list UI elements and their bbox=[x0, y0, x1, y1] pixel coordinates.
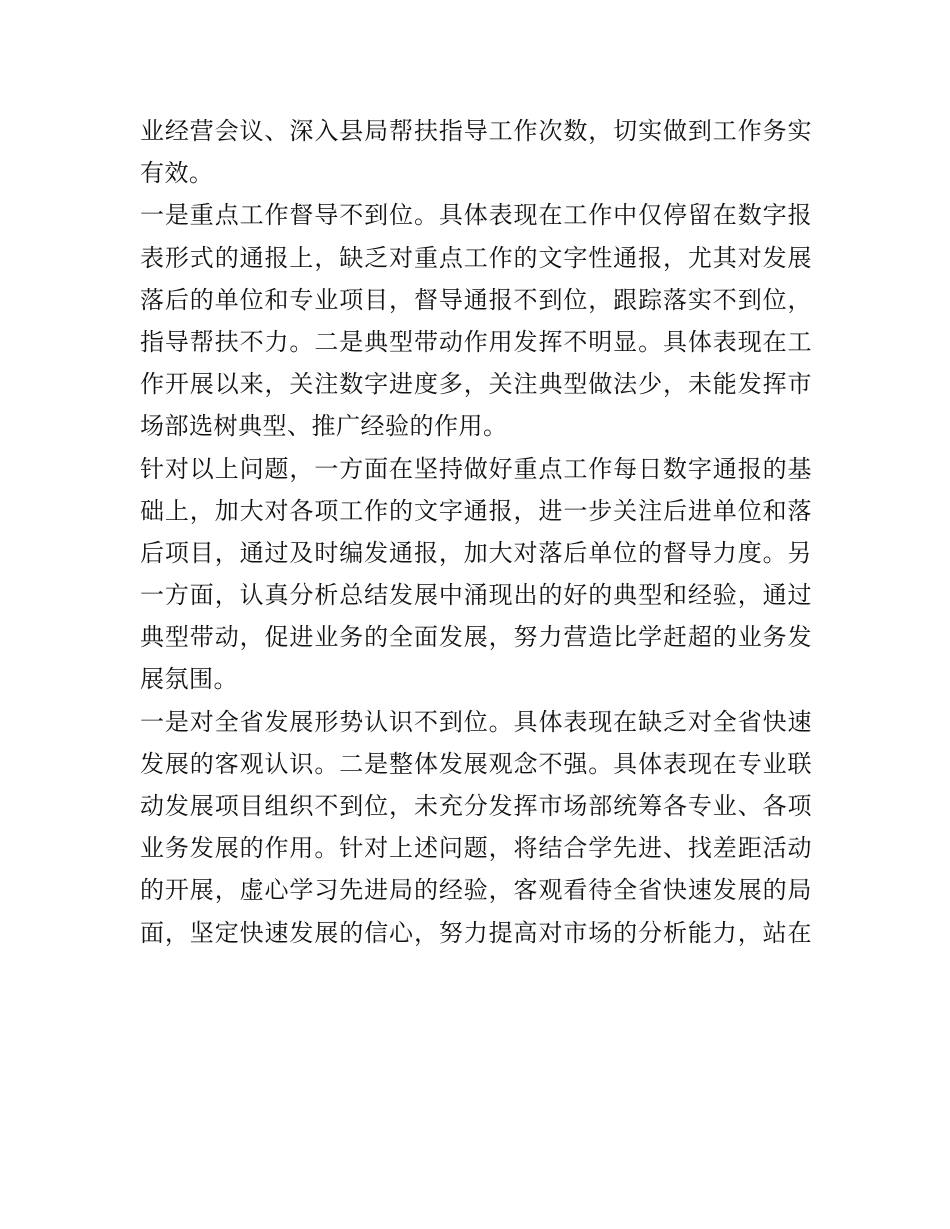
text-line: 业务发展的作用。针对上述问题，将结合学先进、找差距活动 bbox=[140, 834, 812, 863]
text-line: 发展的客观认识。二是整体发展观念不强。具体表现在专业联 bbox=[140, 749, 812, 778]
text-line: 础上，加大对各项工作的文字通报，进一步关注后进单位和落 bbox=[140, 496, 812, 525]
text-line: 场部选树典型、推广经验的作用。 bbox=[140, 412, 508, 441]
text-line: 典型带动，促进业务的全面发展，努力营造比学赶超的业务发 bbox=[140, 623, 812, 652]
text-line: 一是重点工作督导不到位。具体表现在工作中仅停留在数字报 bbox=[140, 201, 812, 230]
text-line: 一是对全省发展形势认识不到位。具体表现在缺乏对全省快速 bbox=[140, 707, 812, 736]
text-line: 后项目，通过及时编发通报，加大对落后单位的督导力度。另 bbox=[140, 538, 812, 567]
text-line: 有效。 bbox=[140, 159, 214, 188]
text-line: 业经营会议、深入县局帮扶指导工作次数，切实做到工作务实 bbox=[140, 117, 812, 145]
text-line: 一方面，认真分析总结发展中涌现出的好的典型和经验，通过 bbox=[140, 581, 812, 610]
text-line: 针对以上问题，一方面在坚持做好重点工作每日数字通报的基 bbox=[140, 454, 812, 483]
text-line: 动发展项目组织不到位，未充分发挥市场部统筹各专业、各项 bbox=[140, 792, 812, 820]
text-line: 落后的单位和专业项目，督导通报不到位，跟踪落实不到位， bbox=[140, 285, 812, 314]
text-line: 展氛围。 bbox=[140, 665, 238, 694]
document-body bbox=[140, 110, 812, 954]
text-line: 面，坚定快速发展的信心，努力提高对市场的分析能力，站在 bbox=[140, 918, 812, 947]
text-line: 作开展以来，关注数字进度多，关注典型做法少，未能发挥市 bbox=[140, 370, 812, 399]
text-line: 指导帮扶不力。二是典型带动作用发挥不明显。具体表现在工 bbox=[140, 327, 812, 356]
text-line: 的开展，虚心学习先进局的经验，客观看待全省快速发展的局 bbox=[140, 876, 812, 905]
text-line: 表形式的通报上，缺乏对重点工作的文字性通报，尤其对发展 bbox=[140, 243, 812, 272]
